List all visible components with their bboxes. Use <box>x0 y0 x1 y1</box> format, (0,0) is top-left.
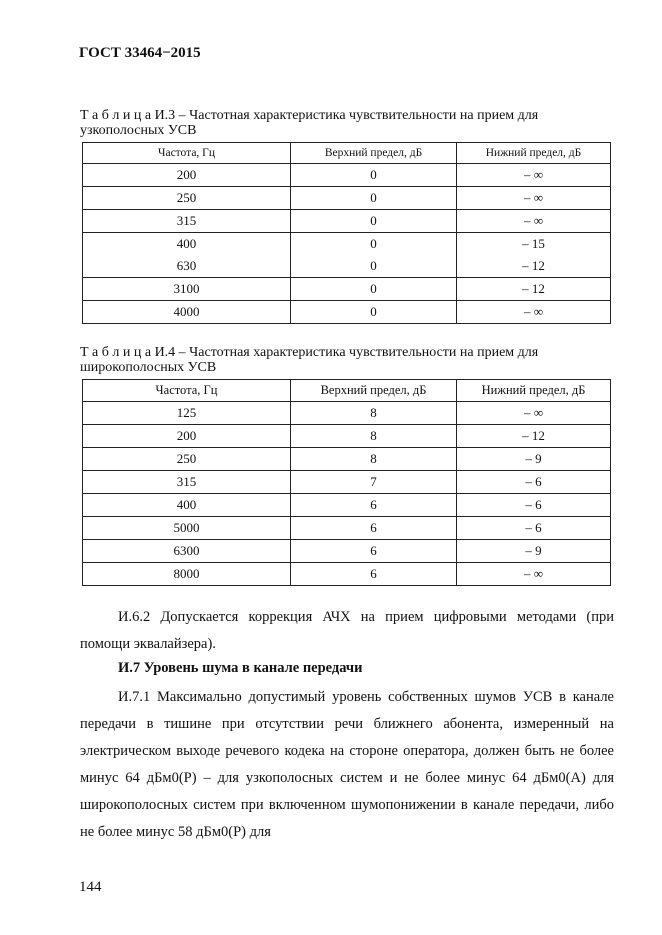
table-cell: – ∞ <box>457 210 611 233</box>
table-row <box>83 301 611 324</box>
column-header: Нижний предел, дБ <box>457 143 611 164</box>
table-cell: 8 <box>291 425 457 448</box>
table-cell: 250 <box>83 187 291 210</box>
table-cell: 315 <box>83 210 291 233</box>
table-cell: 200 <box>83 425 291 448</box>
table-cell: 0 <box>291 187 457 210</box>
table-row <box>83 402 611 425</box>
table-cell: – 9 <box>457 448 611 471</box>
paragraph-i7-1 <box>80 684 614 846</box>
table-caption: Т а б л и ц а И.4 – Частотная характеристика чувствительности на прием для широкополосных УСВ <box>80 345 539 375</box>
table-row <box>83 164 611 187</box>
table-cell-line: – 12 <box>522 258 545 273</box>
table-cell: 6 <box>291 517 457 540</box>
table-cell: 8 <box>291 448 457 471</box>
table-cell: 8 <box>291 402 457 425</box>
table-cell-line: 0 <box>370 236 377 251</box>
table-cell: 6300 <box>83 540 291 563</box>
table-row <box>83 210 611 233</box>
table-cell: 400 <box>83 494 291 517</box>
paragraph-text: И.7.1 Максимально допустимый уровень собственных шумов УСВ в канале передачи в тишине при отсутствии речи ближнего абонента, измеренный на электрическом выходе речевого кодека на стороне оператора, должен быть не более минус 64 дБм0(Р) – для узкополосных систем и не более минус 64 дБм0(А) для широкополосных систем при включенном шумопонижении в канале передачи, либо не более минус 58 дБм0(Р) для <box>80 689 614 840</box>
table-header-row <box>83 143 611 164</box>
table-cell <box>457 233 611 278</box>
table-caption: Т а б л и ц а И.3 – Частотная характеристика чувствительности на прием для узкополосных УСВ <box>80 108 539 138</box>
table-cell: – ∞ <box>457 563 611 586</box>
table-cell: 0 <box>291 210 457 233</box>
table-cell-line: – 15 <box>522 236 545 251</box>
table-cell: 3100 <box>83 278 291 301</box>
page-number: 144 <box>79 879 102 895</box>
table-cell: 0 <box>291 278 457 301</box>
table-cell: 7 <box>291 471 457 494</box>
table-cell: – 6 <box>457 494 611 517</box>
table-cell-line: 630 <box>176 258 197 273</box>
column-header: Частота, Гц <box>83 143 291 164</box>
table-cell: – ∞ <box>457 164 611 187</box>
table-cell: – 9 <box>457 540 611 563</box>
table-cell: 250 <box>83 448 291 471</box>
table-cell: – 6 <box>457 517 611 540</box>
table-cell-line: 0 <box>370 258 377 273</box>
table-row-merged <box>83 233 611 278</box>
table-row <box>83 471 611 494</box>
table-row <box>83 540 611 563</box>
column-header: Верхний предел, дБ <box>291 380 457 402</box>
table-cell: 6 <box>291 563 457 586</box>
table-cell: 4000 <box>83 301 291 324</box>
section-heading: И.7 Уровень шума в канале передачи <box>118 660 363 676</box>
table-cell: 125 <box>83 402 291 425</box>
paragraph-text: И.6.2 Допускается коррекция АЧХ на прием цифровыми методами (при помощи эквалайзера). <box>80 609 614 652</box>
paragraph-i6-2 <box>80 604 614 658</box>
table-cell: – ∞ <box>457 301 611 324</box>
table-row <box>83 425 611 448</box>
table-cell: – 12 <box>457 278 611 301</box>
table-cell: – 6 <box>457 471 611 494</box>
column-header: Частота, Гц <box>83 380 291 402</box>
column-header: Верхний предел, дБ <box>291 143 457 164</box>
table-row <box>83 278 611 301</box>
table-i4 <box>82 379 611 586</box>
table-i3 <box>82 142 611 324</box>
table-cell: 200 <box>83 164 291 187</box>
table-cell: 5000 <box>83 517 291 540</box>
table-cell: 315 <box>83 471 291 494</box>
table-row <box>83 494 611 517</box>
table-cell <box>291 233 457 278</box>
table-cell: 8000 <box>83 563 291 586</box>
column-header: Нижний предел, дБ <box>457 380 611 402</box>
table-cell: 6 <box>291 540 457 563</box>
table-header-row <box>83 380 611 402</box>
table-cell: – ∞ <box>457 402 611 425</box>
table-cell: 0 <box>291 301 457 324</box>
table-cell <box>83 233 291 278</box>
document-header: ГОСТ 33464−2015 <box>79 45 201 61</box>
table-cell-line: 400 <box>176 236 197 251</box>
table-cell: – ∞ <box>457 187 611 210</box>
table-cell: 0 <box>291 164 457 187</box>
table-cell: – 12 <box>457 425 611 448</box>
table-row <box>83 187 611 210</box>
table-cell: 6 <box>291 494 457 517</box>
table-row <box>83 448 611 471</box>
table-row <box>83 563 611 586</box>
table-row <box>83 517 611 540</box>
